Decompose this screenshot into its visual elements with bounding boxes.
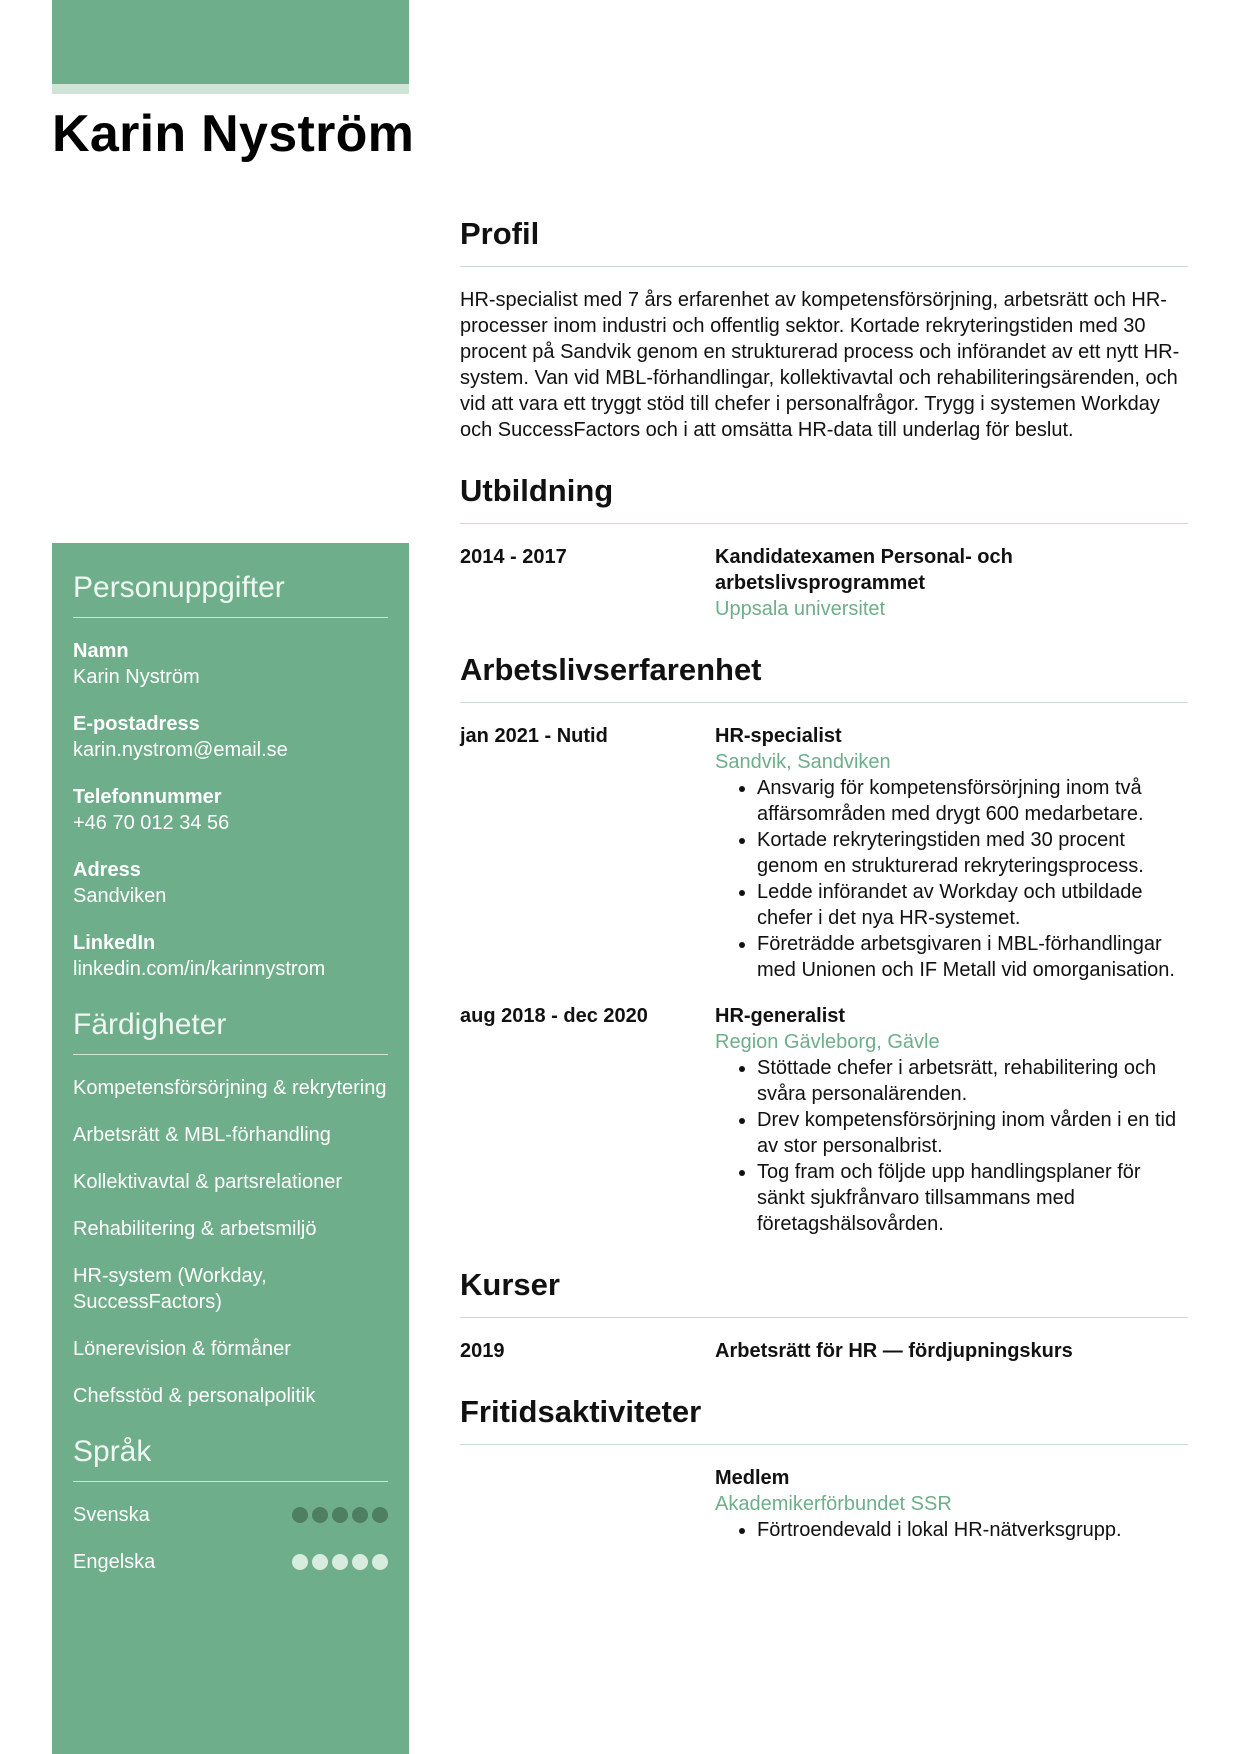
skills-section (73, 1008, 388, 1409)
level-dot-filled (292, 1507, 308, 1523)
language-level-dots (292, 1554, 388, 1570)
skill-item: Kompetensförsörjning & rekrytering (73, 1077, 387, 1099)
entry-date (460, 1465, 715, 1543)
courses-heading: Kurser (460, 1267, 1188, 1318)
skill-item: HR-system (Workday, SuccessFactors) (73, 1265, 267, 1313)
entry-bullets (715, 1055, 1188, 1237)
language-row (73, 1549, 388, 1575)
personal-item-value: +46 70 012 34 56 (73, 812, 230, 834)
course-entry (460, 1338, 1188, 1364)
personal-item-linkedin (73, 930, 388, 982)
personal-item-email (73, 711, 388, 763)
languages-heading: Språk (73, 1435, 388, 1482)
main-content (460, 216, 1188, 1563)
entry-organization: Sandvik, Sandviken (715, 751, 891, 773)
bullet-item: • Förtroendevald i lokal HR-nätverksgrupp. (757, 1517, 1188, 1543)
bullet-item: • Stöttade chefer i arbetsrätt, rehabilitering och svåra personalärenden. (757, 1055, 1188, 1107)
leisure-heading: Fritidsaktiviteter (460, 1394, 1188, 1445)
leisure-entry (460, 1465, 1188, 1543)
entry-bullets (715, 1517, 1188, 1543)
entry-title: Medlem (715, 1467, 790, 1489)
entry-title: HR-specialist (715, 725, 842, 747)
level-dot-empty (352, 1554, 368, 1570)
personal-item-label: LinkedIn (73, 932, 156, 954)
personal-item-label: E-postadress (73, 713, 200, 735)
profile-heading: Profil (460, 216, 1188, 267)
entry-organization: Uppsala universitet (715, 598, 886, 620)
language-name: Svenska (73, 1504, 150, 1526)
level-dot-filled (372, 1507, 388, 1523)
skill-item: Kollektivavtal & partsrelationer (73, 1171, 343, 1193)
bullet-item: • Drev kompetensförsörjning inom vården i en tid av stor personalbrist. (757, 1107, 1188, 1159)
bullet-item: • Ledde införandet av Workday och utbildade chefer i det nya HR-systemet. (757, 879, 1188, 931)
level-dot-filled (332, 1507, 348, 1523)
language-name: Engelska (73, 1551, 156, 1573)
level-dot-empty (292, 1554, 308, 1570)
personal-item-value[interactable]: linkedin.com/in/karinnystrom (73, 958, 326, 980)
personal-item-value: Karin Nyström (73, 666, 200, 688)
level-dot-filled (312, 1507, 328, 1523)
personal-item-value: Sandviken (73, 885, 167, 907)
personal-item-label: Telefonnummer (73, 786, 222, 808)
sidebar (52, 543, 409, 1754)
entry-date: 2019 (460, 1340, 505, 1362)
skill-item: Rehabilitering & arbetsmiljö (73, 1218, 317, 1240)
skill-item: Arbetsrätt & MBL-förhandling (73, 1124, 331, 1146)
bullet-item: • Företrädde arbetsgivaren i MBL-förhandlingar med Unionen och IF Metall vid omorganisation. (757, 931, 1188, 983)
bullet-item: • Tog fram och följde upp handlingsplaner för sänkt sjukfrånvaro tillsammans med företagshälsovården. (757, 1159, 1188, 1237)
entry-date: aug 2018 - dec 2020 (460, 1005, 648, 1027)
level-dot-empty (332, 1554, 348, 1570)
entry-bullets (715, 775, 1188, 983)
entry-title: Kandidatexamen Personal- och arbetslivsprogrammet (715, 546, 1013, 594)
personal-item-label: Adress (73, 859, 141, 881)
personal-info-heading: Personuppgifter (73, 571, 388, 618)
personal-item-name (73, 638, 388, 690)
level-dot-empty (312, 1554, 328, 1570)
experience-entry (460, 1003, 1188, 1237)
level-dot-empty (372, 1554, 388, 1570)
experience-entry (460, 723, 1188, 983)
education-entry (460, 544, 1188, 622)
language-level-dots (292, 1507, 388, 1523)
personal-item-value[interactable]: karin.nystrom@email.se (73, 739, 288, 761)
header-accent-stripe (52, 84, 409, 94)
skill-item: Chefsstöd & personalpolitik (73, 1385, 316, 1407)
bullet-item: • Kortade rekryteringstiden med 30 procent genom en strukturerad rekryteringsprocess. (757, 827, 1188, 879)
entry-title: Arbetsrätt för HR — fördjupningskurs (715, 1340, 1073, 1362)
education-heading: Utbildning (460, 473, 1188, 524)
personal-item-phone (73, 784, 388, 836)
languages-section (73, 1435, 388, 1575)
skill-item: Lönerevision & förmåner (73, 1338, 291, 1360)
entry-organization: Region Gävleborg, Gävle (715, 1031, 940, 1053)
skills-heading: Färdigheter (73, 1008, 388, 1055)
entry-organization: Akademikerförbundet SSR (715, 1493, 952, 1515)
personal-item-address (73, 857, 388, 909)
experience-heading: Arbetslivserfarenhet (460, 652, 1188, 703)
language-row (73, 1502, 388, 1528)
bullet-item: • Ansvarig för kompetensförsörjning inom två affärsområden med drygt 600 medarbetare. (757, 775, 1188, 827)
entry-date: jan 2021 - Nutid (460, 725, 608, 747)
profile-text: HR-specialist med 7 års erfarenhet av kompetensförsörjning, arbetsrätt och HR-processer inom industri och offentlig sektor. Kortade rekryteringstiden med 30 procent på Sandvik genom en strukturerad process och införandet av ett nytt HR-system. Van vid MBL-förhandlingar, kollektivavtal och rehabiliteringsärenden, och vid att vara ett tryggt stöd till chefer i personalfrågor. Trygg i systemen Workday och SuccessFactors och i att omsätta HR-data till underlag för beslut. (460, 289, 1180, 441)
level-dot-filled (352, 1507, 368, 1523)
entry-date: 2014 - 2017 (460, 546, 567, 568)
header-accent-block (52, 0, 409, 84)
candidate-name: Karin Nyström (52, 105, 415, 163)
personal-item-label: Namn (73, 640, 129, 662)
entry-title: HR-generalist (715, 1005, 846, 1027)
